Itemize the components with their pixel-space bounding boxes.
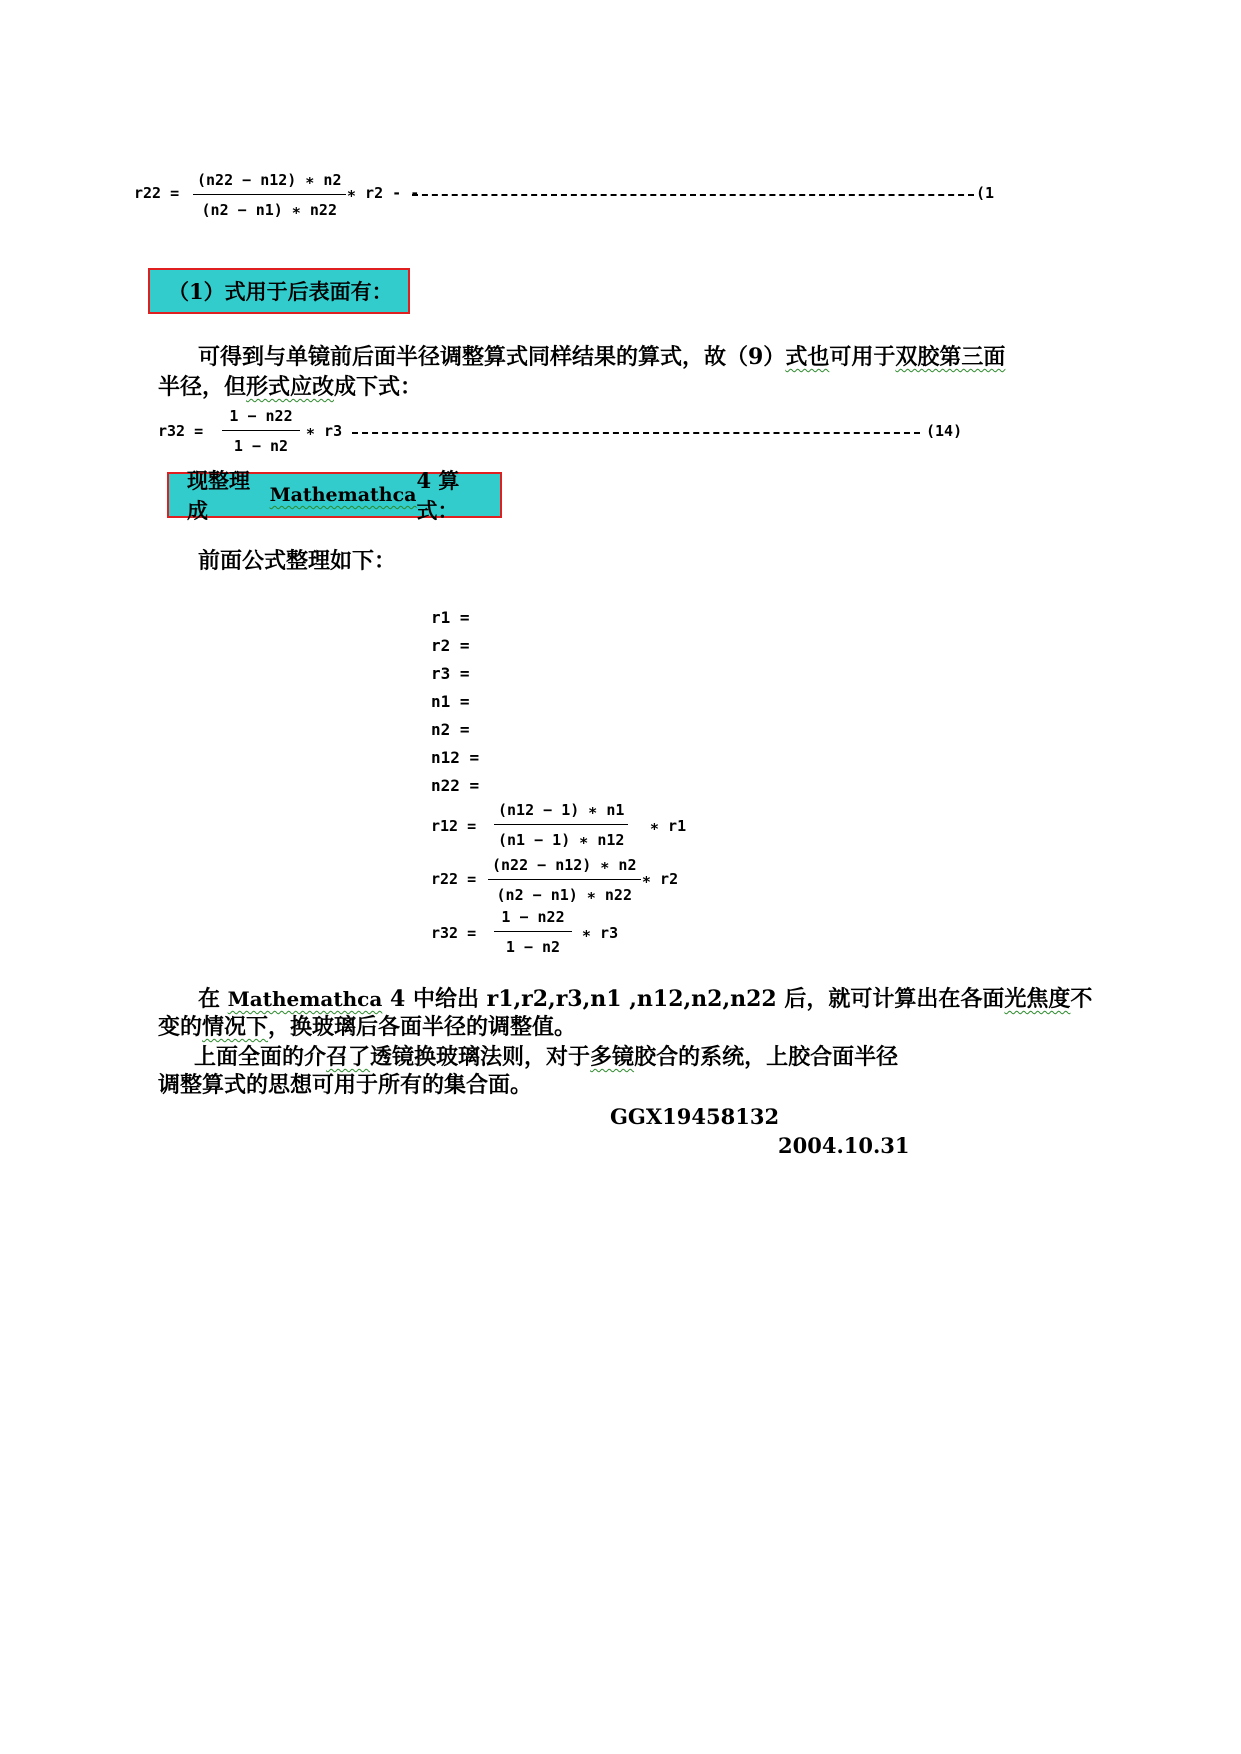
- text-span: ，换玻璃后各面半径的调整值。: [268, 1014, 577, 1040]
- eq-r22-top-rhs: ∗ r2 - -: [347, 184, 420, 202]
- text-span: Mathemathca: [227, 987, 383, 1011]
- text-span: 上面全面的介: [194, 1044, 327, 1070]
- var-n2: n2 =: [431, 720, 470, 739]
- eq-r22-top-fraction: [193, 171, 346, 219]
- eq-r22-top-lhs: r22 =: [134, 184, 180, 202]
- eq-r32-numerator: 1 − n22: [501, 908, 565, 926]
- dashed-leader: [352, 432, 920, 434]
- text-span: 在: [198, 986, 228, 1012]
- text-span: 双胶第三面: [895, 344, 1006, 370]
- text-span: 情况下: [202, 1014, 269, 1040]
- paragraph-line: [158, 370, 1005, 404]
- eq-r22-rhs: ∗ r2: [642, 870, 679, 888]
- eq-r32-fraction: [494, 908, 572, 956]
- paragraph-line: [158, 340, 1005, 374]
- fraction-bar: [222, 430, 300, 431]
- section-label-box: [167, 468, 502, 523]
- text-span: 透镜换玻璃法则，对于: [370, 1044, 591, 1070]
- var-r1: r1 =: [431, 608, 470, 627]
- eq-r22-top-denominator: (n2 − n1) ∗ n22: [201, 201, 337, 219]
- eq-r32-rhs: ∗ r3: [582, 924, 619, 942]
- section-label-text: （1）式用于后表面有：: [168, 279, 393, 304]
- var-n12: n12 =: [431, 748, 480, 767]
- text-span: 光焦度: [1004, 986, 1071, 1012]
- text-span: 形式应改: [246, 374, 335, 400]
- fraction-bar: [488, 879, 641, 880]
- eq-r12-rhs: ∗ r1: [650, 817, 687, 835]
- section-label-text: 现整理成: [187, 468, 250, 523]
- text-span: 成下式：: [334, 374, 423, 400]
- eq-r32-top-fraction: [222, 407, 300, 455]
- section-label-text: Mathemathca: [269, 484, 417, 506]
- fraction-bar: [193, 194, 346, 195]
- eq-r32-top-denominator: 1 − n2: [233, 437, 289, 455]
- var-n22: n22 =: [431, 776, 480, 795]
- text-span: 胶合的系统，上胶合面半径: [634, 1044, 899, 1070]
- text-span: 多镜: [590, 1044, 635, 1070]
- section-label-box: [148, 268, 410, 314]
- paragraph: [158, 982, 1092, 1102]
- eq-r32-lhs: r32 =: [431, 924, 477, 942]
- text-span: 变的: [158, 1014, 203, 1040]
- eq-r32-top-rhs: ∗ r3: [306, 422, 343, 440]
- dashed-leader: [412, 194, 974, 196]
- paragraph-line: 调整算式的思想可用于所有的集合面。: [158, 1072, 533, 1098]
- eq-r22-top-numerator: (n22 − n12) ∗ n2: [197, 171, 342, 189]
- document-date: 2004.10.31: [778, 1133, 910, 1158]
- eq-r12-denominator: (n1 − 1) ∗ n12: [498, 831, 625, 849]
- text-span: 可用于: [829, 344, 896, 370]
- var-n1: n1 =: [431, 692, 470, 711]
- eq-r22-fraction: [488, 856, 641, 904]
- text-span: 4 中给出 r1,r2,r3,n1 ,n12,n2,n22 后，就可计算出在各面: [382, 986, 1005, 1012]
- eq-r32-top-number: (14): [926, 422, 963, 440]
- eq-r12-numerator: (n12 − 1) ∗ n1: [498, 801, 625, 819]
- eq-r22-top-number: (1: [976, 184, 995, 202]
- eq-r32-denominator: 1 − n2: [505, 938, 561, 956]
- author-id: GGX19458132: [610, 1104, 780, 1129]
- text-span: 半径，但: [158, 374, 247, 400]
- text-span: 可得到与单镜前后面半径调整算式同样结果的算式，故（9）: [198, 344, 786, 370]
- eq-r22-numerator: (n22 − n12) ∗ n2: [492, 856, 637, 874]
- eq-r32-top-numerator: 1 − n22: [229, 407, 293, 425]
- eq-r12-fraction: [494, 801, 628, 849]
- text-span: 式也: [785, 344, 830, 370]
- intro-text: 前面公式整理如下：: [198, 548, 397, 574]
- paragraph: [158, 340, 1005, 404]
- fraction-bar: [494, 931, 572, 932]
- text-span: 不: [1070, 986, 1093, 1012]
- eq-r32-top-lhs: r32 =: [158, 422, 204, 440]
- var-r2: r2 =: [431, 636, 470, 655]
- var-r3: r3 =: [431, 664, 470, 683]
- text-span: 召了: [326, 1044, 371, 1070]
- eq-r22-lhs: r22 =: [431, 870, 477, 888]
- eq-r12-lhs: r12 =: [431, 817, 477, 835]
- eq-r22-denominator: (n2 − n1) ∗ n22: [496, 886, 632, 904]
- section-label-text: 4 算式：: [416, 468, 460, 523]
- fraction-bar: [494, 824, 628, 825]
